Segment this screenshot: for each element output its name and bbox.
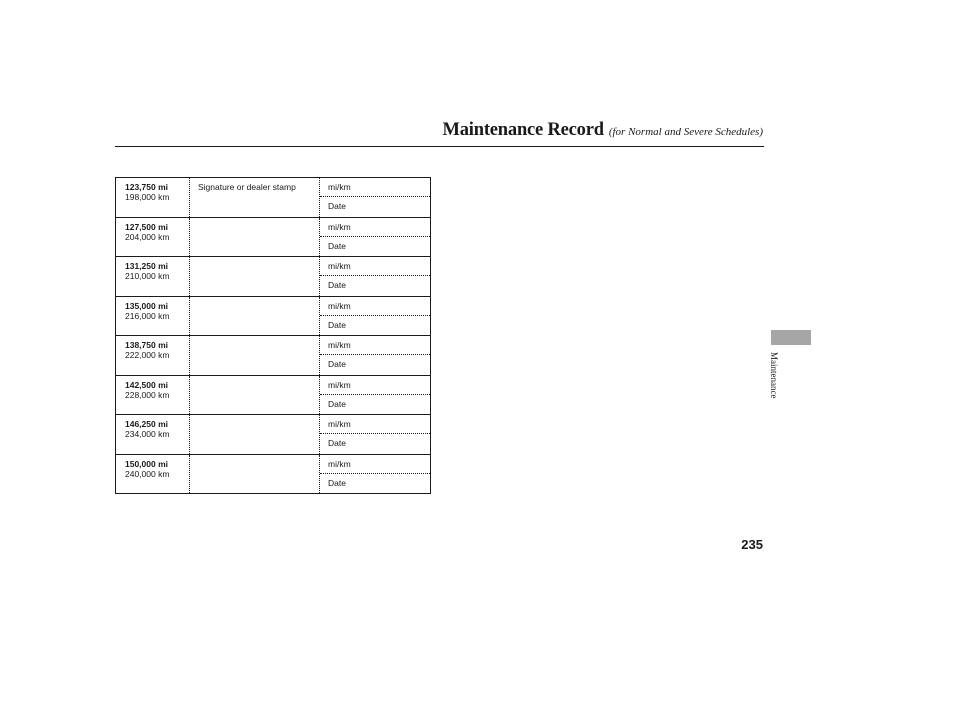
mileage-miles: 142,500 mi: [125, 379, 169, 390]
table-row: [116, 178, 430, 218]
dotted-separator: [320, 315, 430, 316]
signature-cell[interactable]: [190, 376, 320, 415]
date-label: Date: [328, 280, 346, 290]
signature-cell[interactable]: [190, 415, 320, 454]
mileage-km: 216,000 km: [125, 310, 170, 321]
mikm-label: mi/km: [328, 182, 351, 192]
mileage-miles: 123,750 mi: [125, 182, 169, 192]
mikm-label: mi/km: [328, 379, 351, 390]
mileage-cell: [116, 336, 190, 375]
odometer-date-cell: [320, 178, 430, 217]
date-label: Date: [328, 201, 346, 211]
table-row: [116, 455, 430, 494]
odometer-date-cell: [320, 218, 430, 257]
odometer-date-cell: [320, 336, 430, 375]
signature-cell[interactable]: [190, 297, 320, 336]
table-row: [116, 415, 430, 455]
dotted-separator: [320, 433, 430, 434]
mileage-cell: [116, 455, 190, 494]
mileage-cell: [116, 178, 190, 217]
date-label: Date: [328, 240, 346, 251]
mileage-cell: [116, 376, 190, 415]
mikm-label: mi/km: [328, 458, 351, 469]
mikm-label: mi/km: [328, 340, 351, 350]
odometer-date-cell: [320, 415, 430, 454]
table-row: [116, 376, 430, 416]
mikm-label: mi/km: [328, 261, 351, 271]
mileage-km: 210,000 km: [125, 271, 170, 281]
mileage-cell: [116, 297, 190, 336]
odometer-date-cell: [320, 376, 430, 415]
page-subtitle: (for Normal and Severe Schedules): [608, 126, 763, 138]
table-row: [116, 257, 430, 297]
mileage-miles: 138,750 mi: [125, 340, 169, 350]
section-tab-label: Maintenance: [769, 352, 779, 399]
mikm-label: mi/km: [328, 300, 351, 311]
date-label: Date: [328, 438, 346, 448]
signature-cell[interactable]: [190, 336, 320, 375]
mileage-km: 198,000 km: [125, 192, 170, 202]
dotted-separator: [320, 473, 430, 474]
signature-cell[interactable]: [190, 257, 320, 296]
mileage-miles: 150,000 mi: [125, 458, 169, 469]
date-label: Date: [328, 477, 346, 488]
mileage-miles: 131,250 mi: [125, 261, 169, 271]
page-number: 235: [741, 537, 763, 552]
signature-cell[interactable]: [190, 178, 320, 217]
odometer-date-cell: [320, 297, 430, 336]
mileage-miles: 146,250 mi: [125, 419, 169, 429]
mileage-cell: [116, 415, 190, 454]
dotted-separator: [320, 196, 430, 197]
signature-cell[interactable]: [190, 218, 320, 257]
header-rule: [115, 146, 764, 147]
page-title: Maintenance Record: [442, 120, 604, 140]
date-label: Date: [328, 319, 346, 330]
mileage-km: 234,000 km: [125, 429, 170, 439]
mileage-cell: [116, 257, 190, 296]
table-row: [116, 336, 430, 376]
dotted-separator: [320, 354, 430, 355]
dotted-separator: [320, 236, 430, 237]
mileage-km: 228,000 km: [125, 389, 170, 400]
table-row: [116, 218, 430, 258]
dotted-separator: [320, 394, 430, 395]
mikm-label: mi/km: [328, 221, 351, 232]
maintenance-record-table: [115, 177, 431, 494]
odometer-date-cell: [320, 257, 430, 296]
table-row: [116, 297, 430, 337]
mikm-label: mi/km: [328, 419, 351, 429]
mileage-km: 222,000 km: [125, 350, 170, 360]
date-label: Date: [328, 359, 346, 369]
signature-label: Signature or dealer stamp: [198, 182, 296, 192]
signature-cell[interactable]: [190, 455, 320, 494]
mileage-miles: 135,000 mi: [125, 300, 169, 311]
page-header: [443, 120, 764, 141]
mileage-km: 240,000 km: [125, 468, 170, 479]
section-tab: [771, 330, 811, 345]
dotted-separator: [320, 275, 430, 276]
date-label: Date: [328, 398, 346, 409]
mileage-cell: [116, 218, 190, 257]
mileage-km: 204,000 km: [125, 231, 170, 242]
mileage-miles: 127,500 mi: [125, 221, 169, 232]
odometer-date-cell: [320, 455, 430, 494]
